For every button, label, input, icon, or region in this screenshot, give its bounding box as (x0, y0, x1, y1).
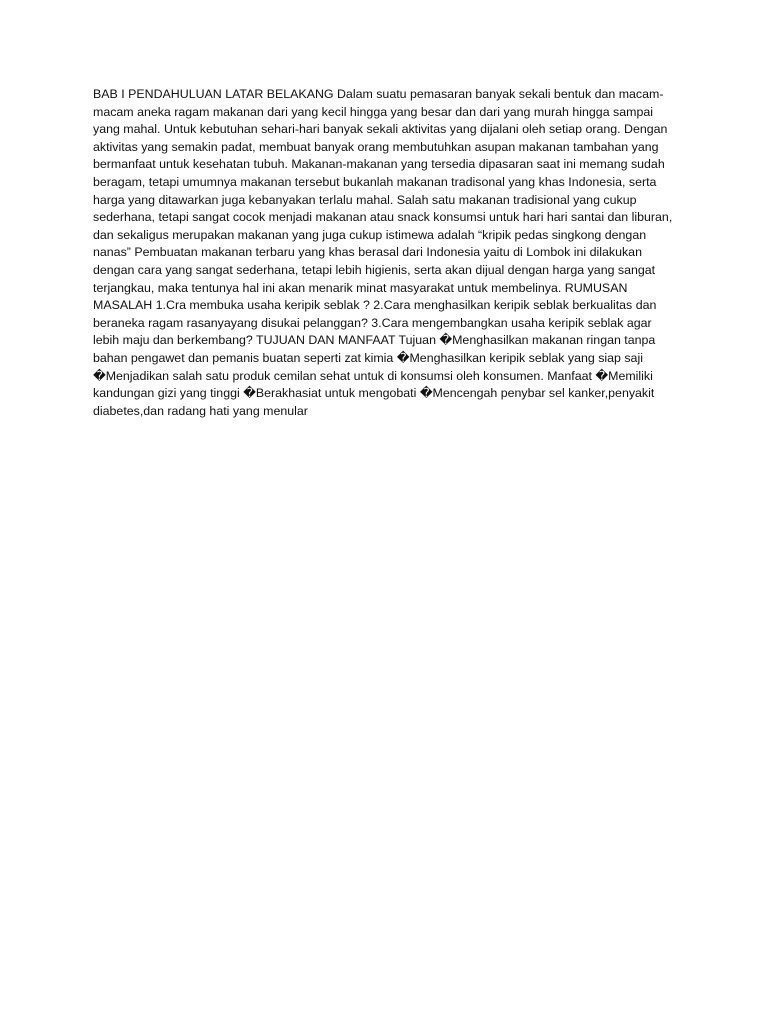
document-body-text: BAB I PENDAHULUAN LATAR BELAKANG Dalam suatu pemasaran banyak sekali bentuk dan macam-macam aneka ragam makanan dari yang kecil hingga yang besar dan dari yang murah hingga sampai yang mahal. Untuk kebutuhan sehari-hari banyak sekali aktivitas yang dijalani oleh setiap orang. Dengan aktivitas yang semakin padat, membuat banyak orang membutuhkan asupan makanan tambahan yang bermanfaat untuk kesehatan tubuh. Makanan-makanan yang tersedia dipasaran saat ini memang sudah beragam, tetapi umumnya makanan tersebut bukanlah makanan tradisonal yang khas Indonesia, serta harga yang ditawarkan juga kebanyakan terlalu mahal. Salah satu makanan tradisional yang cukup sederhana, tetapi sangat cocok menjadi makanan atau snack konsumsi untuk hari hari santai dan liburan, dan sekaligus merupakan makanan yang juga cukup istimewa adalah “kripik pedas singkong dengan nanas” Pembuatan makanan terbaru yang khas berasal dari Indonesia yaitu di Lombok ini dilakukan dengan cara yang sangat sederhana, tetapi lebih higienis, serta akan dijual dengan harga yang sangat terjangkau, maka tentunya hal ini akan menarik minat masyarakat untuk membelinya. RUMUSAN MASALAH 1.Cra membuka usaha keripik seblak ? 2.Cara menghasilkan keripik seblak berkualitas dan beraneka ragam rasanyayang disukai pelanggan? 3.Cara mengembangkan usaha keripik seblak agar lebih maju dan berkembang? TUJUAN DAN MANFAAT Tujuan �Menghasilkan makanan ringan tanpa bahan pengawet dan pemanis buatan seperti zat kimia �Menghasilkan keripik seblak yang siap saji �Menjadikan salah satu produk cemilan sehat untuk di konsumsi oleh konsumen. Manfaat �Memiliki kandungan gizi yang tinggi �Berakhasiat untuk mengobati �Mencengah penybar sel kanker,penyakit diabetes,dan radang hati yang menular (93, 87, 673, 418)
